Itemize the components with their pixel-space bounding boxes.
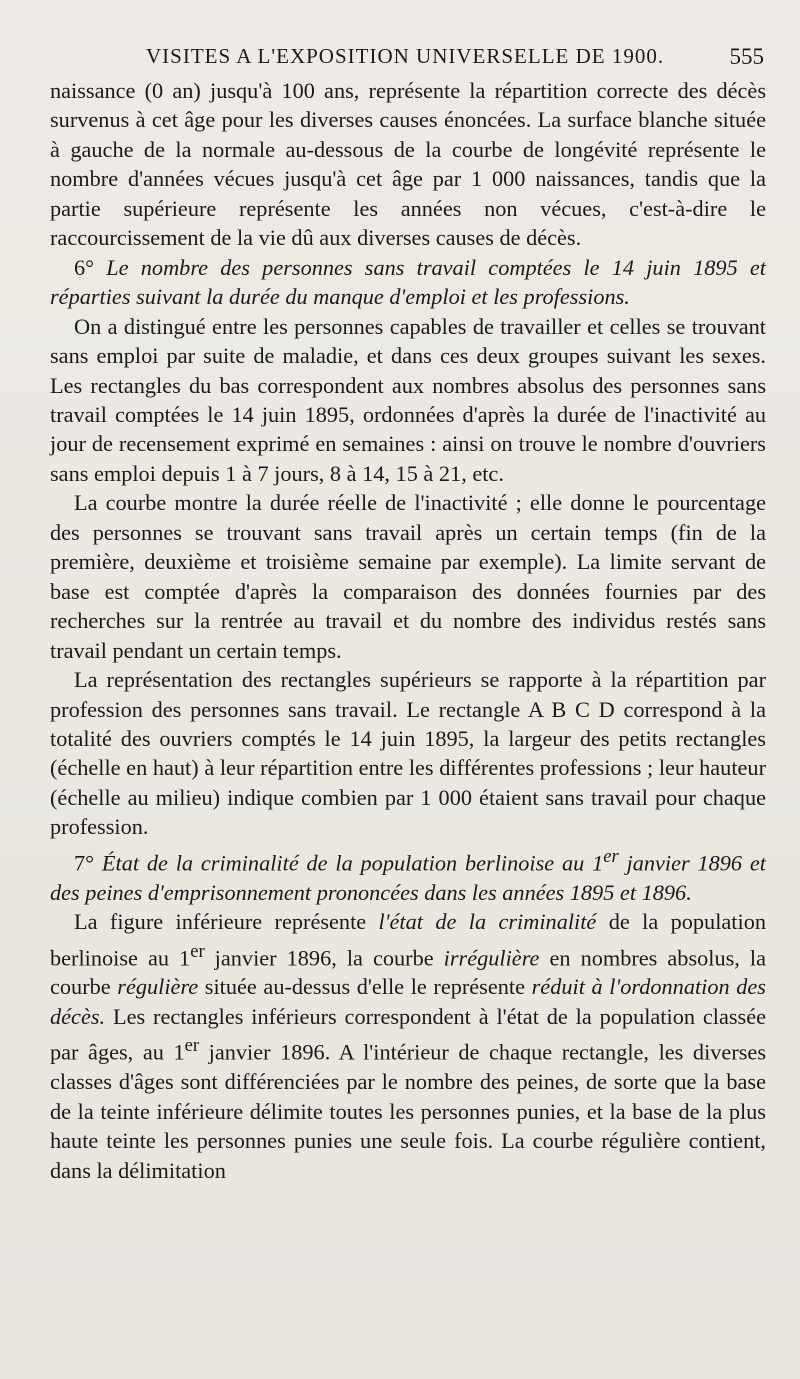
paragraph: La représentation des rectangles supérieurs se rapporte à la répartition par profession des personnes sans travail. Le rectangle A B C D correspond à la totalité des ouvriers comptés le 14 juin 1895, la largeur des petits rectangles (échelle en haut) à leur répartition entre les différentes professions ; leur hauteur (échelle au milieu) indique combien par 1 000 étaient sans travail pour chaque profession. <box>50 667 766 840</box>
paragraph: On a distingué entre les personnes capables de travailler et celles se trouvant sans emploi par suite de maladie, et dans ces deux groupes suivant les sexes. Les rectangles du bas correspondent aux nombres absolus des personnes sans travail comptées le 14 juin 1895, ordonnées d'après la durée de l'inactivité au jour de recensement exprimé en semaines : ainsi on trouve le nombre d'ouvriers sans emploi depuis 1 à 7 jours, 8 à 14, 15 à 21, etc. <box>50 313 766 486</box>
superscript: er <box>190 940 205 962</box>
text-run: janvier 1896. A l'intérieur de chaque rectangle, les diverses classes d'âges sont différenciées par le nombre des peines, de sorte que la base de la teinte inférieure délimite toutes les personnes punies, et la base de la plus haute teinte les personnes punies une seule fois. La courbe régulière contient, dans la délimitation <box>50 1039 766 1183</box>
paragraph-continuation: naissance (0 an) jusqu'à 100 ans, représente la répartition correcte des décès survenus à cet âge pour les diverses causes énoncées. La surface blanche située à gauche de la normale au-dessous de la courbe de longévité représente le nombre d'années vécues jusqu'à cet âge par 1 000 naissances, tandis que la partie supérieure représente les années non vécues, c'est-à-dire le raccourcissement de la vie dû aux diverses causes de décès. <box>50 78 766 251</box>
section-heading-text: État de la criminalité de la population berlinoise au 1 <box>101 850 604 876</box>
running-title: VISITES A L'EXPOSITION UNIVERSELLE DE 1900. <box>146 44 665 68</box>
superscript: er <box>603 845 619 867</box>
emphasis: irrégulière <box>443 944 540 970</box>
emphasis: réduit à l'ordonnation des décès. <box>50 974 766 1029</box>
section-number: 7° <box>74 850 95 876</box>
section-heading-text: Le nombre des personnes sans travail comptées le 14 juin 1895 et réparties suivant la durée du manque d'emploi et les professions. <box>50 254 766 310</box>
section-heading-7 <box>50 842 766 907</box>
text-run: en nombres absolus, la courbe <box>50 944 766 1000</box>
paragraph <box>50 907 766 1185</box>
section-heading-6 <box>50 253 766 312</box>
page-header <box>52 40 764 76</box>
emphasis: l'état de la criminalité <box>378 909 597 935</box>
text-run: de la population berlinoise au 1 <box>50 909 766 970</box>
section-number: 6° <box>74 254 95 280</box>
paragraph: La courbe montre la durée réelle de l'inactivité ; elle donne le pourcentage des personnes se trouvant sans travail après un certain temps (fin de la première, deuxième et troisième semaine par exemple). La limite servant de base est comptée d'après la comparaison des données fournies par des recherches sur la rentrée au travail et du nombre des individus restés sans travail pendant un certain temps. <box>50 490 766 663</box>
text-run: Les rectangles inférieurs correspondent à l'état de la population classée par âges, au 1 <box>50 1003 766 1065</box>
body-text <box>50 76 766 1185</box>
emphasis: régulière <box>117 974 199 1000</box>
text-run: janvier 1896, la courbe <box>204 944 444 970</box>
section-heading-text: janvier 1896 et des peines d'emprisonnement prononcées dans les années 1895 et 1896. <box>50 850 766 905</box>
superscript: er <box>184 1035 200 1057</box>
text-run: située au-dessus d'elle le représente <box>198 974 532 1000</box>
text-run: La figure inférieure représente <box>74 909 379 935</box>
page-number: 555 <box>729 44 764 69</box>
